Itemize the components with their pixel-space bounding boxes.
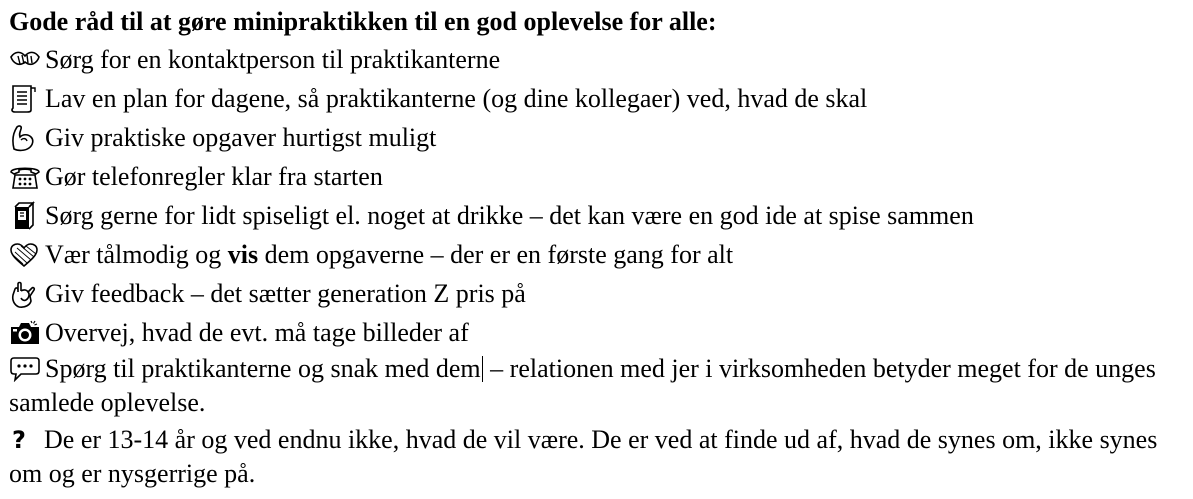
question-mark-icon: ? [12,426,26,454]
list-item [9,352,1169,420]
list-item-text: Sørg gerne for lidt spiseligt el. noget at drikke – det kan være en god ide at spise sammen [45,201,974,230]
list-item [9,274,1189,313]
list-item [9,118,1189,157]
list-item [9,40,1189,79]
list-item-text: Gør telefonregler klar fra starten [45,162,383,191]
list-item [9,235,1189,274]
telephone-icon [9,162,45,192]
page-title: Gode råd til at gøre minipraktikken til en god oplevelse for alle: [9,7,717,36]
list-item-text: Giv feedback – det sætter generation Z pris på [45,279,526,308]
text-cursor [482,356,483,382]
list-item [9,196,1189,235]
list-item [9,79,1189,118]
list-item-text-continued: – relationen med jer i virksomheden betyder meget for de unges samlede oplevelse. [9,354,1156,417]
list-item [9,423,1169,491]
flexed-arm-icon [9,123,45,153]
speech-bubble-icon [9,355,45,383]
list-item-text: De er 13-14 år og ved endnu ikke, hvad de vil være. De er ved at finde ud af, hvad de synes om, ikke synes om og er nysgerrige på. [9,425,1158,488]
list-item-text: Sørg for en kontaktperson til praktikanterne [45,45,501,74]
list-item-text: Lav en plan for dagene, så praktikanterne (og dine kollegaer) ved, hvad de skal [45,84,868,113]
list-item [9,313,1189,352]
list-item [9,157,1189,196]
list-item-text: Spørg til praktikanterne og snak med dem [45,354,481,383]
list-item-text: Vær tålmodig og vis dem opgaverne – der er en første gang for alt [45,240,734,269]
list-item-text: Overvej, hvad de evt. må tage billeder af [45,318,469,347]
heart-icon [9,240,45,270]
emphasis-text: vis [227,240,259,269]
handshake-icon [9,45,45,75]
snack-box-icon [9,201,45,231]
document-icon [9,84,45,114]
camera-icon [9,318,45,348]
list-item-text: Giv praktiske opgaver hurtigst muligt [45,123,437,152]
ok-hand-icon [9,279,45,309]
